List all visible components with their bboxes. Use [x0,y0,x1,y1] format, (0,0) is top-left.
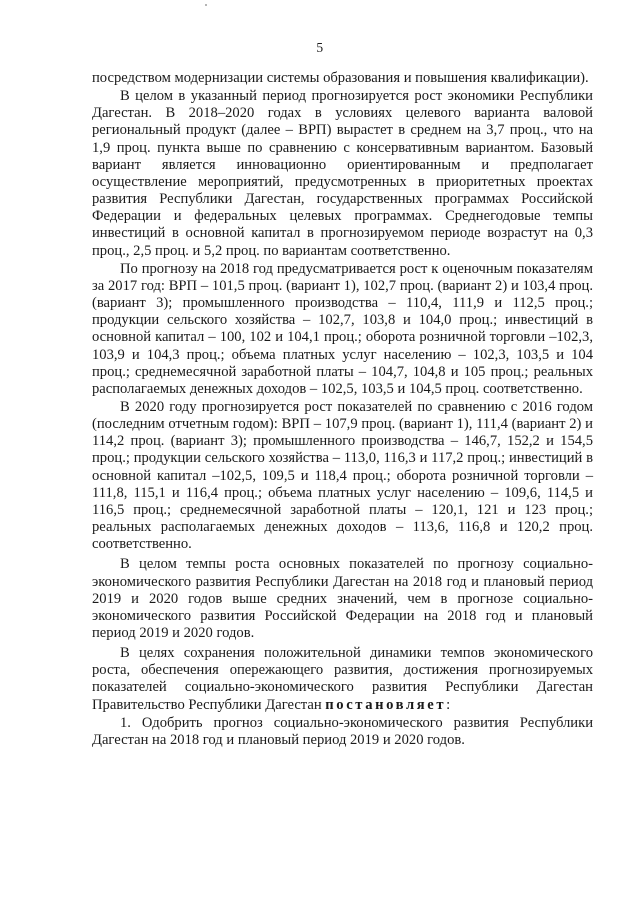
resolution-colon: : [446,696,451,713]
resolution-keyword: постановляет [325,696,447,713]
paragraph-forecast-2020: В 2020 году прогнозируется рост показателей по сравнению с 2016 годом (последним отчетным годом): ВРП – 107,9 проц. (вариант 1), 111,4 (вариант 2) и 114,2 проц. (вариант 3); промышленного производства – 146,7, 152,2 и 154,5 проц.; продукции сельского хозяйства – 113,0, 116,3 и 117,2 проц.; инвестиций в основной капитал –102,5, 109,5 и 118,4 проц.; оборота розничной торговли – 111,8, 115,1 и 116,4 проц.; объема платных услуг населению – 109,6, 114,5 и 116,5 проц.; среднемесячной заработной платы – 120,1, 121 и 123 проц.; реальных располагаемых денежных доходов – 113,6, 116,8 и 120,2 проц. соответственно. [92,398,593,553]
page-number: 5 [316,40,324,55]
paragraph-growth-comparison: В целом темпы роста основных показателей по прогнозу социально-экономического развития Республики Дагестан на 2018 год и плановый период 2019 и 2020 годов выше средних значений, чем в прогнозе социально-экономического развития Российской Федерации на 2018 год и плановый период 2019 и 2020 годов. [92,556,593,641]
paragraph-economic-growth: В целом в указанный период прогнозируется рост экономики Республики Дагестан. В 2018–2020 годах в условиях целевого варианта валовой региональный продукт (далее – ВРП) вырастет в среднем на 3,7 проц., что на 1,9 проц. пункта выше по сравнению с консервативным вариантом. Базовый вариант является инновационно ориентированным и предполагает осуществление мероприятий, предусмотренных в приоритетных проектах развития Республики Дагестан, государственных программах Российской Федерации и федеральных целевых программах. Среднегодовые темпы инвестиций в основной капитал в прогнозируемом периоде возрастут на 0,3 проц., 2,5 проц. и 5,2 проц. по вариантам соответственно. [92,88,593,259]
paragraph-forecast-2018: По прогнозу на 2018 год предусматривается рост к оценочным показателям за 2017 год: ВРП – 101,5 проц. (вариант 1), 102,7 проц. (вариант 2) и 103,4 проц. (вариант 3); промышленного производства – 110,4, 111,9 и 112,5 проц.; продукции сельского хозяйства – 102,7, 103,8 и 104,0 проц.; инвестиций в основной капитал – 100, 102 и 104,1 проц.; оборота розничной торговли –102,3, 103,9 и 104,3 проц.; объема платных услуг населению – 102,3, 103,5 и 104 проц.; среднемесячной заработной платы – 104,7, 104,8 и 105 проц.; реальных располагаемых денежных доходов – 102,5, 103,5 и 104,5 проц. соответственно. [92,260,593,397]
document-body [92,70,593,749]
scan-artifact [205,4,207,6]
paragraph-resolution-item-1: 1. Одобрить прогноз социально-экономического развития Республики Дагестан на 2018 год и плановый период 2019 и 2020 годов. [92,714,593,748]
resolution-preamble-text: В целях сохранения положительной динамики темпов экономического роста, обеспечения опережающего развития, достижения прогнозируемых показателей социально-экономического развития Республики Дагестан Правительство Республики Дагестан [92,645,593,713]
paragraph-continuation: посредством модернизации системы образования и повышения квалификации). [92,70,589,86]
paragraph-resolution-preamble [92,645,593,714]
